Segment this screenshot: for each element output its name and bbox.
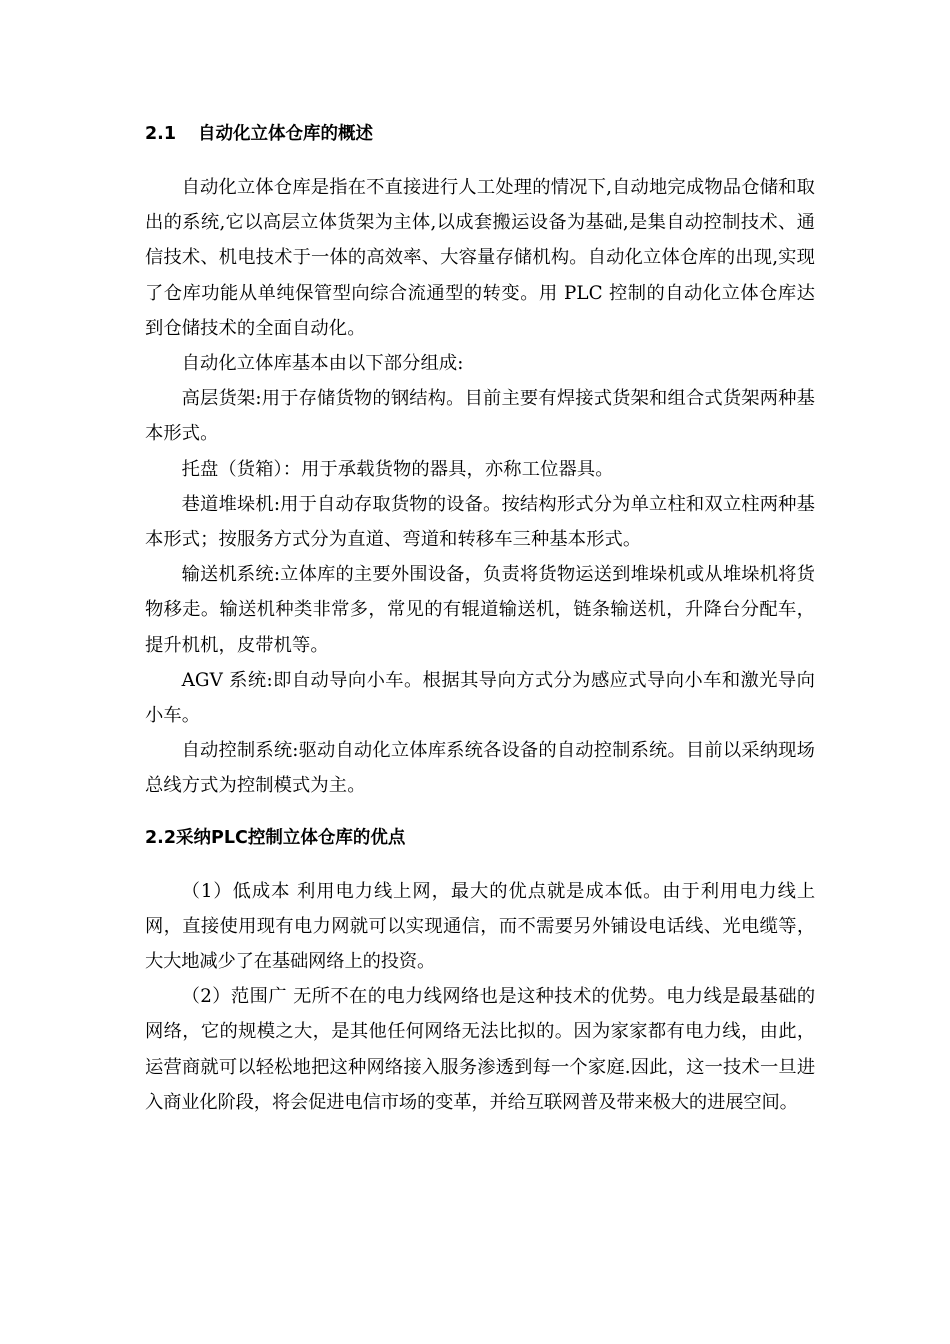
section-heading-2-1 [145,120,815,148]
paragraph-low-cost: （1）低成本 利用电力线上网，最大的优点就是成本低。由于利用电力线上网，直接使用现有电力网就可以实现通信，而不需要另外铺设电话线、光电缆等，大大地减少了在基础网络上的投资。 [145,880,815,973]
paragraph-components-intro: 自动化立体库基本由以下部分组成: [181,353,464,375]
paragraph-agv-system: AGV 系统:即自动导向小车。根据其导向方式分为感应式导向小车和激光导向小车。 [145,669,815,727]
document-body [145,120,815,1120]
paragraph-stacker-crane: 巷道堆垛机:用于自动存取货物的设备。按结构形式分为单立柱和双立柱两种基本形式；按服务方式分为直道、弯道和转移车三种基本形式。 [145,493,815,551]
paragraph-control-system: 自动控制系统:驱动自动化立体库系统各设备的自动控制系统。目前以采纳现场总线方式为控制模式为主。 [145,740,815,797]
section-title: 自动化立体仓库的概述 [198,124,374,144]
paragraph-pallet: 托盘（货箱）：用于承载货物的器具，亦称工位器具。 [181,458,614,480]
section-heading-2-2: 2.2采纳PLC控制立体仓库的优点 [145,827,406,848]
paragraph-conveyor-system: 输送机系统:立体库的主要外围设备，负责将货物运送到堆垛机或从堆垛机将货物移走。输送机种类非常多，常见的有辊道输送机，链条输送机，升降台分配车，提升机机，皮带机等。 [145,564,815,656]
section-number: 2.1 [145,124,177,144]
paragraph-wide-range: （2）范围广 无所不在的电力线网络也是这种技术的优势。电力线是最基础的网络，它的规模之大，是其他任何网络无法比拟的。因为家家都有电力线，由此，运营商就可以轻松地把这种网络接入服务渗透到每一个家庭.因此，这一技术一旦进入商业化阶段，将会促进电信市场的变革，并给互联网普及带来极大的进展空间。 [145,986,815,1113]
paragraph-overview: 自动化立体仓库是指在不直接进行人工处理的情况下,自动地完成物品仓储和取出的系统,它以高层立体货架为主体,以成套搬运设备为基础,是集自动控制技术、通信技术、机电技术于一体的高效率、大容量存储机构。自动化立体仓库的出现,实现了仓库功能从单纯保管型向综合流通型的转变。用 PLC 控制的自动化立体仓库达到仓储技术的全面自动化。 [145,177,815,339]
paragraph-high-rack: 高层货架:用于存储货物的钢结构。目前主要有焊接式货架和组合式货架两种基本形式。 [145,388,815,445]
